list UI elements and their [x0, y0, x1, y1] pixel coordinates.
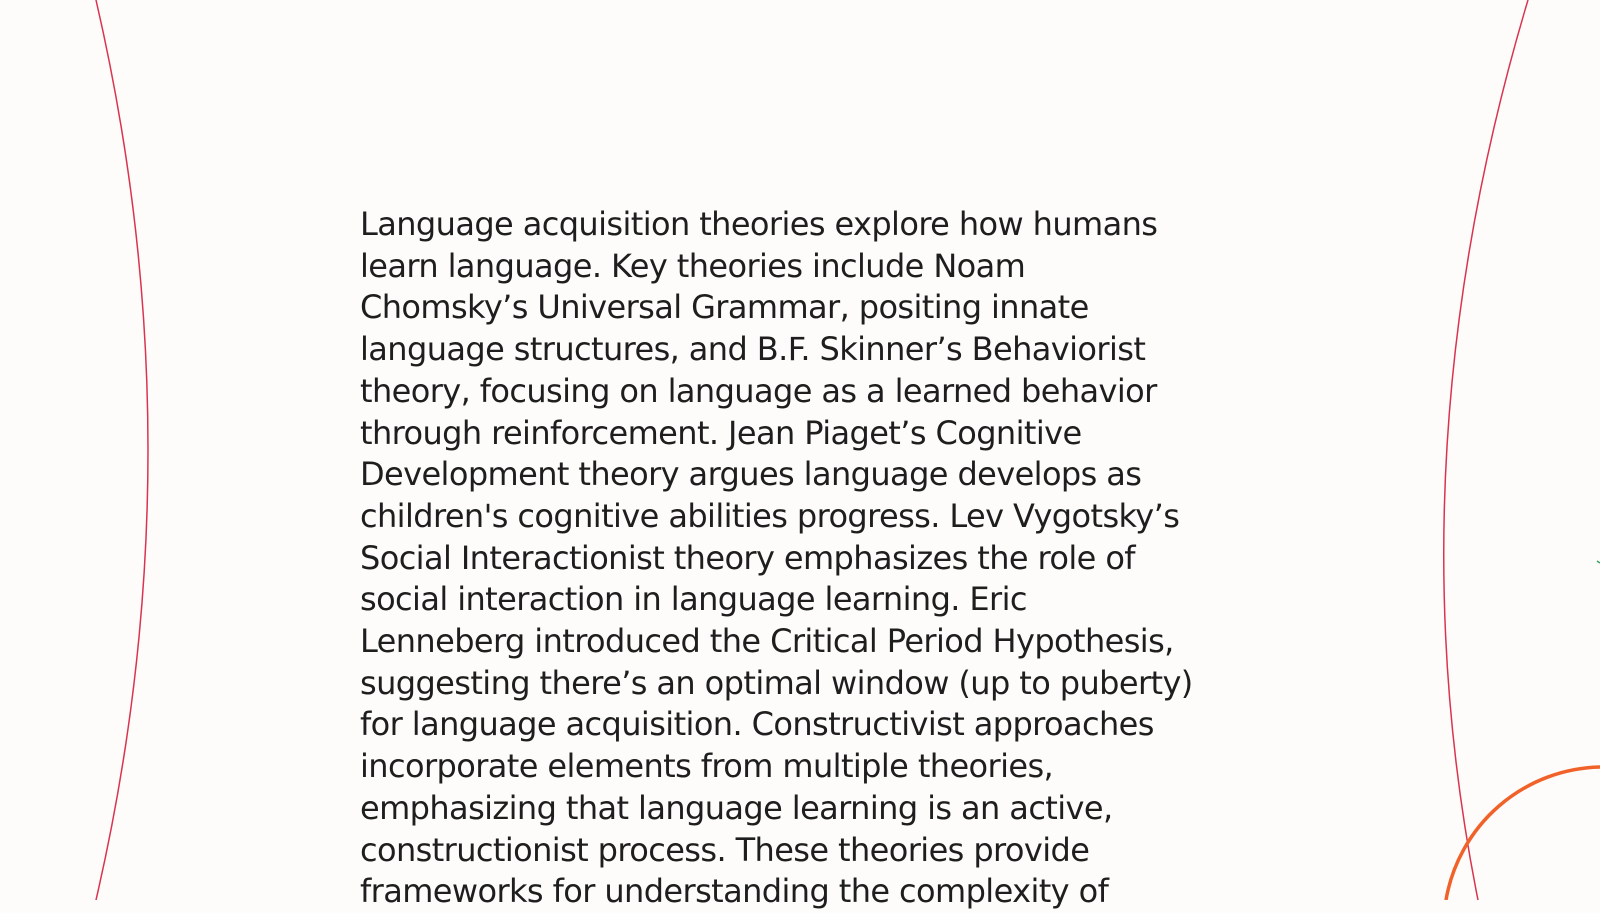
- body-text-line: Language acquisition theories explore how humans: [360, 205, 1158, 243]
- body-text-line: for language acquisition. Constructivist approaches: [360, 705, 1154, 744]
- right-red-curve: [1444, 0, 1528, 900]
- body-text-line: Chomsky’s Universal Grammar, positing innate: [360, 288, 1089, 327]
- body-text-line: Development theory argues language develops as: [360, 455, 1142, 494]
- left-red-curve: [96, 0, 148, 900]
- body-text-line: constructionist process. These theories provide: [360, 830, 1090, 869]
- body-text-line: social interaction in language learning. Eric: [360, 580, 1027, 619]
- orange-arc: [1446, 767, 1600, 900]
- body-text-line: Social Interactionist theory emphasizes the role of: [360, 538, 1135, 577]
- body-text-line: incorporate elements from multiple theories,: [360, 747, 1054, 786]
- body-text-line: learn language. Key theories include Noam: [360, 246, 1026, 285]
- body-text-line: theory, focusing on language as a learned behavior: [360, 371, 1157, 410]
- body-text-line: emphasizing that language learning is an active,: [360, 788, 1113, 827]
- body-text-line: Lenneberg introduced the Critical Period Hypothesis,: [360, 622, 1174, 661]
- body-text-line: through reinforcement. Jean Piaget’s Cognitive: [360, 413, 1082, 452]
- body-text-line: frameworks for understanding the complexity of: [360, 872, 1109, 911]
- body-text-line: children's cognitive abilities progress. Lev Vygotsky’s: [360, 496, 1180, 535]
- body-text-line: language structures, and B.F. Skinner’s Behaviorist: [360, 330, 1146, 369]
- body-text-line: suggesting there’s an optimal window (up to puberty): [360, 663, 1193, 702]
- slide-body-text: [360, 204, 1240, 913]
